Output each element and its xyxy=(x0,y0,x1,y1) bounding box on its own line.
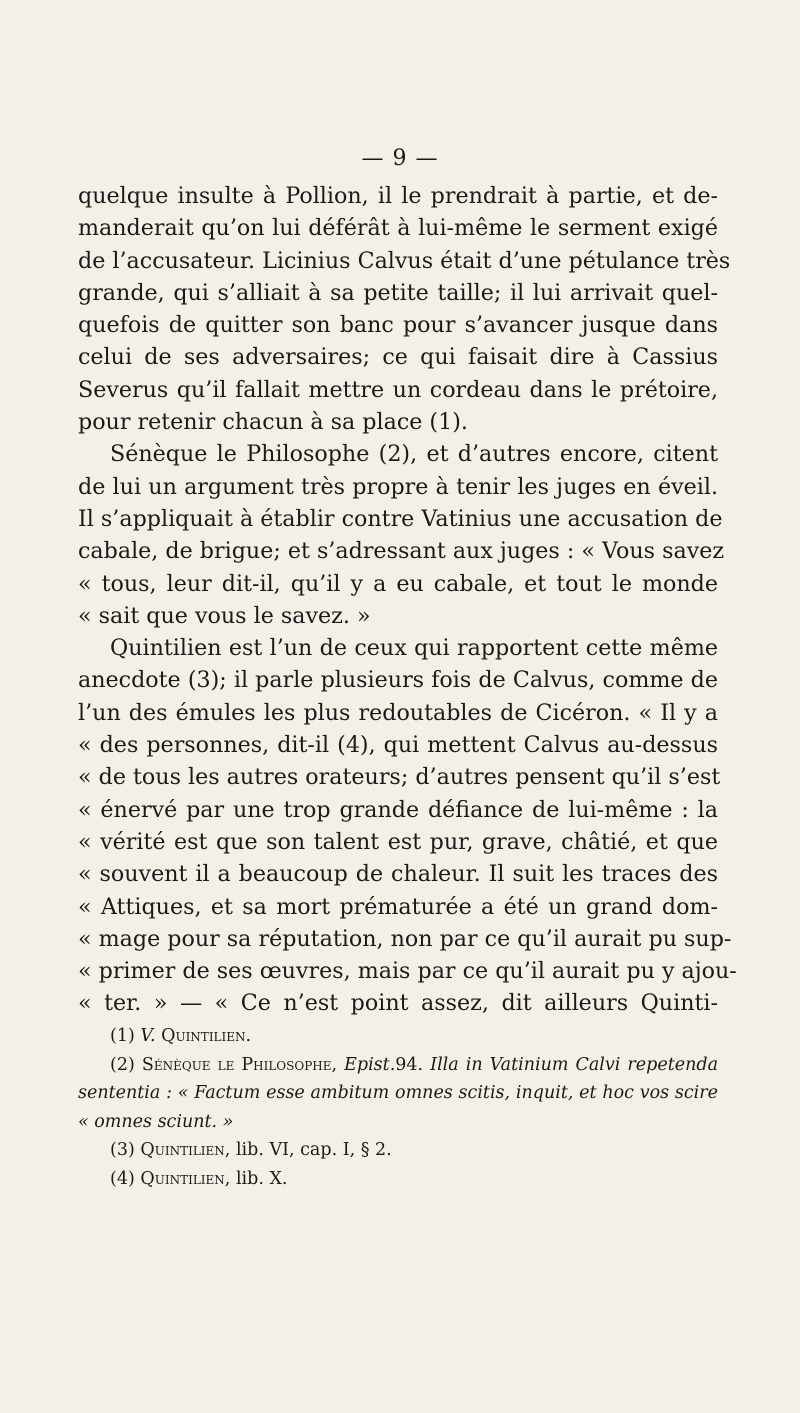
text-line: « Attiques, et sa mort prématurée a été un grand dom- xyxy=(78,893,718,920)
footnote-3 xyxy=(78,1136,718,1165)
footnote-author: Sénèque le Philosophe, xyxy=(141,1054,338,1075)
footnote-quote: Illa in Vatinium Calvi repetenda xyxy=(430,1054,718,1075)
text-line: Sénèque le Philosophe (2), et d’autres encore, citent xyxy=(110,441,718,468)
text-line: Quintilien est l’un de ceux qui rapportent cette même xyxy=(110,635,718,662)
footnote-mark: (4) xyxy=(110,1168,135,1189)
main-text xyxy=(78,180,737,1020)
text-line: de lui un argument très propre à tenir les juges en éveil. xyxy=(78,473,718,500)
text-line: celui de ses adversaires; ce qui faisait dire à Cassius xyxy=(78,344,718,371)
text-line: « ter. » — « Ce n’est point assez, dit ailleurs Quinti- xyxy=(78,990,718,1017)
text-line: quelque insulte à Pollion, il le prendrait à partie, et de- xyxy=(78,183,718,209)
footnote-author: Quintilien, xyxy=(140,1140,231,1161)
text-line: « mage pour sa réputation, non par ce qu’il aurait pu sup- xyxy=(78,925,732,952)
footnote-ref: V. xyxy=(140,1026,156,1046)
text-line: grande, qui s’alliait à sa petite taille; il lui arrivait quel- xyxy=(78,279,718,306)
footnote-1 xyxy=(78,1022,718,1051)
text-line: manderait qu’on lui déférât à lui-même le serment exigé xyxy=(78,215,718,242)
text-line: « sait que vous le savez. » xyxy=(78,602,371,629)
footnote-author: Quintilien. xyxy=(161,1026,252,1046)
text-line: « des personnes, dit-il (4), qui mettent Calvus au-dessus xyxy=(78,732,718,759)
footnote-4 xyxy=(78,1165,718,1194)
text-line: l’un des émules les plus redoutables de Cicéron. « Il y a xyxy=(78,699,718,726)
footnote-ref: lib. X. xyxy=(235,1168,288,1189)
page-number: — 9 — xyxy=(361,146,439,171)
footnote-mark: (3) xyxy=(110,1140,135,1161)
footnote-2-quote: sententia : « Factum esse ambitum omnes scitis, inquit, et hoc vos scire xyxy=(78,1083,718,1104)
text-line: « primer de ses œuvres, mais par ce qu’il aurait pu y ajou- xyxy=(78,958,737,985)
text-line: de l’accusateur. Licinius Calvus était d’une pétulance très xyxy=(78,247,731,274)
text-line: Il s’appliquait à établir contre Vatinius une accusation de xyxy=(78,505,723,532)
footnote-author: Quintilien, xyxy=(140,1168,231,1189)
text-line: quefois de quitter son banc pour s’avancer jusque dans xyxy=(78,312,718,339)
footnote-mark: (1) xyxy=(110,1026,135,1046)
text-line: cabale, de brigue; et s’adressant aux juges : « Vous savez xyxy=(78,538,725,565)
text-line: pour retenir chacun à sa place (1). xyxy=(78,409,468,436)
footnote-2 xyxy=(78,1051,718,1080)
footnote-ref: lib. VI, cap. I, § 2. xyxy=(235,1140,392,1161)
footnote-work: Epist. xyxy=(344,1054,396,1075)
footnote-mark: (2) xyxy=(110,1054,135,1075)
text-line: « de tous les autres orateurs; d’autres pensent qu’il s’est xyxy=(78,764,721,791)
footnotes xyxy=(78,1022,718,1194)
text-line: Severus qu’il fallait mettre un cordeau dans le prétoire, xyxy=(78,376,718,403)
text-line: « énervé par une trop grande défiance de lui-même : la xyxy=(78,796,718,823)
text-line: « vérité est que son talent est pur, grave, châtié, et que xyxy=(78,828,718,855)
footnote-2-quote-end: « omnes sciunt. » xyxy=(78,1111,234,1132)
text-line: anecdote (3); il parle plusieurs fois de Calvus, comme de xyxy=(78,667,718,694)
text-line: « tous, leur dit-il, qu’il y a eu cabale, et tout le monde xyxy=(78,570,718,597)
footnote-number: 94. xyxy=(395,1054,424,1075)
text-line: « souvent il a beaucoup de chaleur. Il suit les traces des xyxy=(78,861,718,888)
